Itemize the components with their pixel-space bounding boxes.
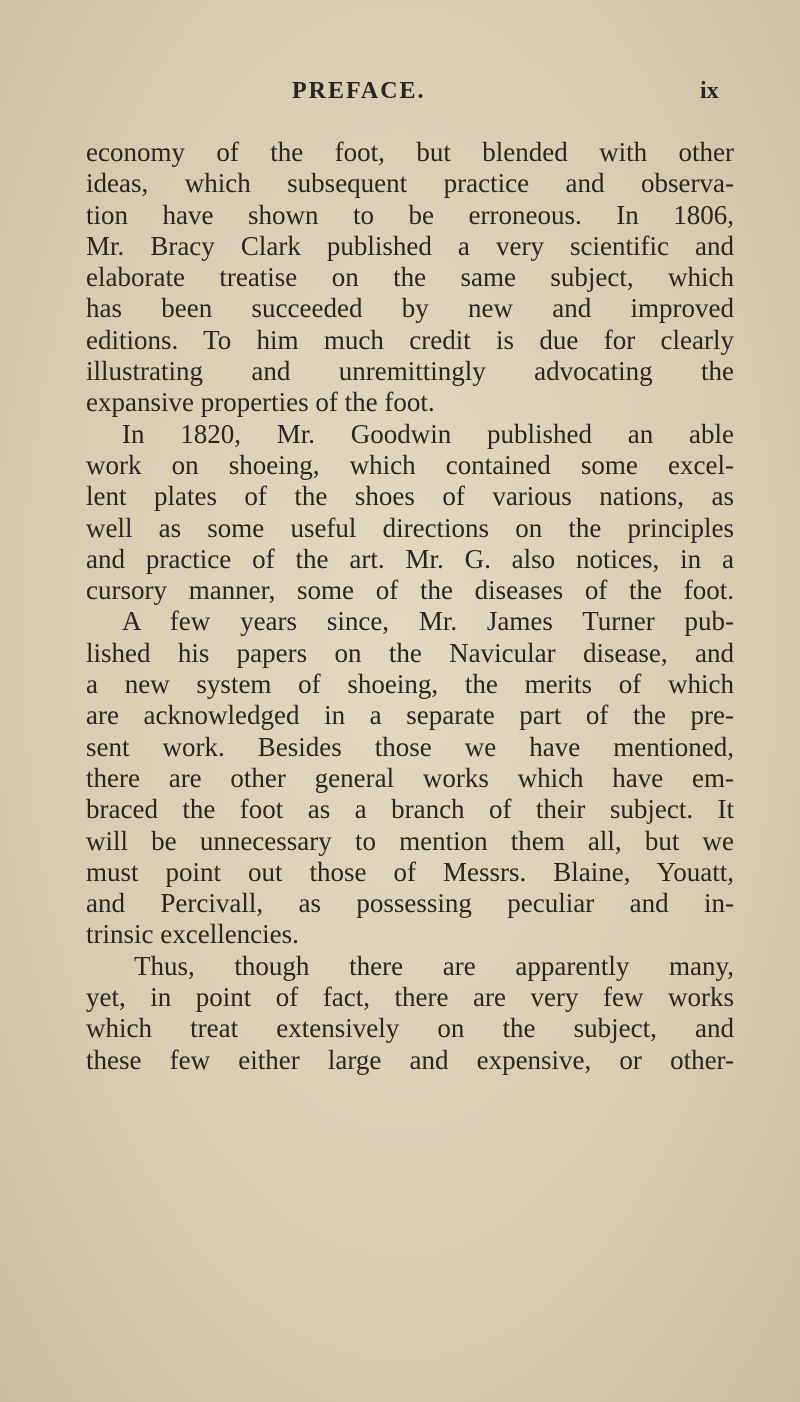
text-line: will be unnecessary to mention them all, but we (86, 825, 734, 856)
text-line: Thus, though there are apparently many, (134, 950, 734, 981)
text-line: and Percivall, as possessing peculiar and in- (86, 888, 734, 919)
text-line: A few years since, Mr. James Turner pub- (122, 606, 734, 637)
text-line: a new system of shoeing, the merits of which (86, 669, 734, 700)
text-line: has been succeeded by new and improved (86, 293, 734, 324)
text-line: these few either large and expensive, or other- (86, 1044, 734, 1075)
text-line: which treat extensively on the subject, and (86, 1013, 734, 1044)
text-line: trinsic excellencies. (86, 919, 299, 950)
text-line: expansive properties of the foot. (86, 387, 435, 418)
text-line: illustrating and unremittingly advocating the (86, 356, 734, 387)
text-line: well as some useful directions on the principles (86, 512, 734, 543)
text-line: Mr. Bracy Clark published a very scientific and (86, 230, 734, 261)
running-header (0, 78, 800, 112)
text-line: and practice of the art. Mr. G. also notices, in a (86, 543, 734, 574)
running-title: PREFACE. (292, 78, 426, 104)
text-line: lished his papers on the Navicular disease, and (86, 637, 734, 668)
text-line: yet, in point of fact, there are very few works (86, 982, 734, 1013)
body-text (86, 137, 734, 1076)
text-line: ideas, which subsequent practice and observa- (86, 168, 734, 199)
text-line: sent work. Besides those we have mentioned, (86, 731, 734, 762)
text-line: must point out those of Messrs. Blaine, Youatt, (86, 856, 734, 887)
text-line: are acknowledged in a separate part of the pre- (86, 700, 734, 731)
text-line: editions. To him much credit is due for clearly (86, 324, 734, 355)
text-line: there are other general works which have em- (86, 762, 734, 793)
text-line: elaborate treatise on the same subject, which (86, 262, 734, 293)
text-line: work on shoeing, which contained some excel- (86, 449, 734, 480)
text-line: In 1820, Mr. Goodwin published an able (122, 418, 734, 449)
text-line: tion have shown to be erroneous. In 1806, (86, 199, 734, 230)
text-line: cursory manner, some of the diseases of the foot. (86, 575, 734, 606)
text-line: braced the foot as a branch of their subject. It (86, 794, 734, 825)
text-line: lent plates of the shoes of various nations, as (86, 481, 734, 512)
text-line: economy of the foot, but blended with other (86, 137, 734, 167)
page-number: ix (700, 78, 719, 104)
